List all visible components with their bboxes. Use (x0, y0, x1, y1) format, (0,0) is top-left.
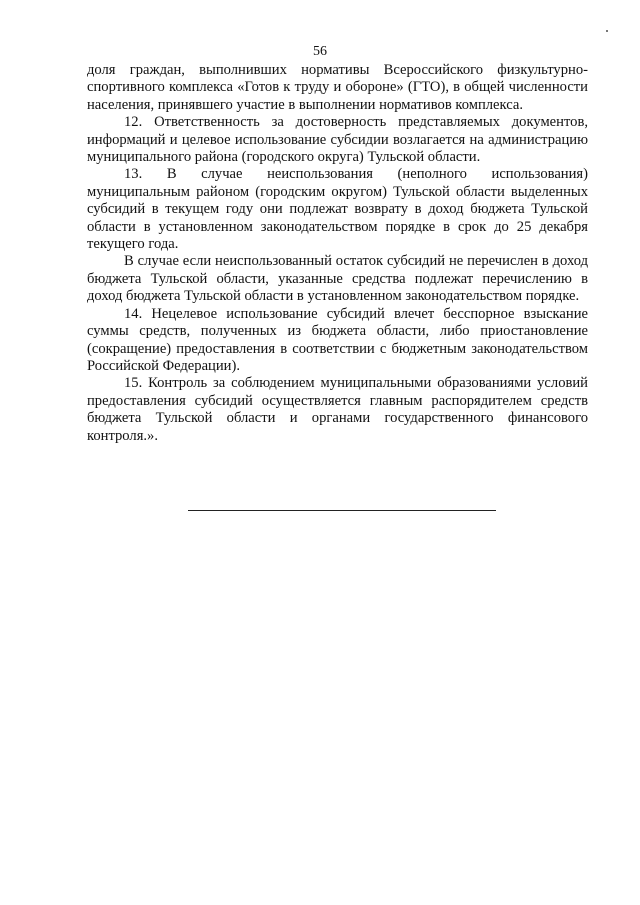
paragraph-item-14: 14. Нецелевое использование субсидий влечет бесспорное взыскание суммы средств, полученных из бюджета области, либо приостановление (сокращение) предоставления в соответствии с бюджетным законодательством Российской Федерации). (87, 305, 588, 374)
page-number: 56 (313, 44, 327, 59)
paragraph-item-15: 15. Контроль за соблюдением муниципальными образованиями условий предоставления субсидий осуществляется главным распорядителем средств бюджета Тульской области и органами государственного финансового контроля.». (87, 375, 588, 444)
paragraph-item-13: 13. В случае неиспользования (неполного использования) муниципальным районом (городским округом) Тульской области выделенных субсидий в текущем году они подлежат возврату в доход бюджета Тульской области в установленном законодательством порядке в срок до 25 декабря текущего года. (87, 166, 588, 253)
document-body (87, 62, 588, 445)
end-of-text-rule (188, 510, 496, 511)
paragraph-item-12: 12. Ответственность за достоверность представляемых документов, информаций и целевое использование субсидии возлагается на администрацию муниципального района (городского округа) Тульской области. (87, 114, 588, 166)
paragraph-item-13-continued: В случае если неиспользованный остаток субсидий не перечислен в доход бюджета Тульской области, указанные средства подлежат перечислению в доход бюджета Тульской области в установленном законодательством порядке. (87, 253, 588, 305)
paragraph-continuation: доля граждан, выполнивших нормативы Всероссийского физкультурно-спортивного комплекса «Готов к труду и обороне» (ГТО), в общей численности населения, принявшего участие в выполнении нормативов комплекса. (87, 62, 588, 113)
scan-speck (606, 30, 608, 32)
